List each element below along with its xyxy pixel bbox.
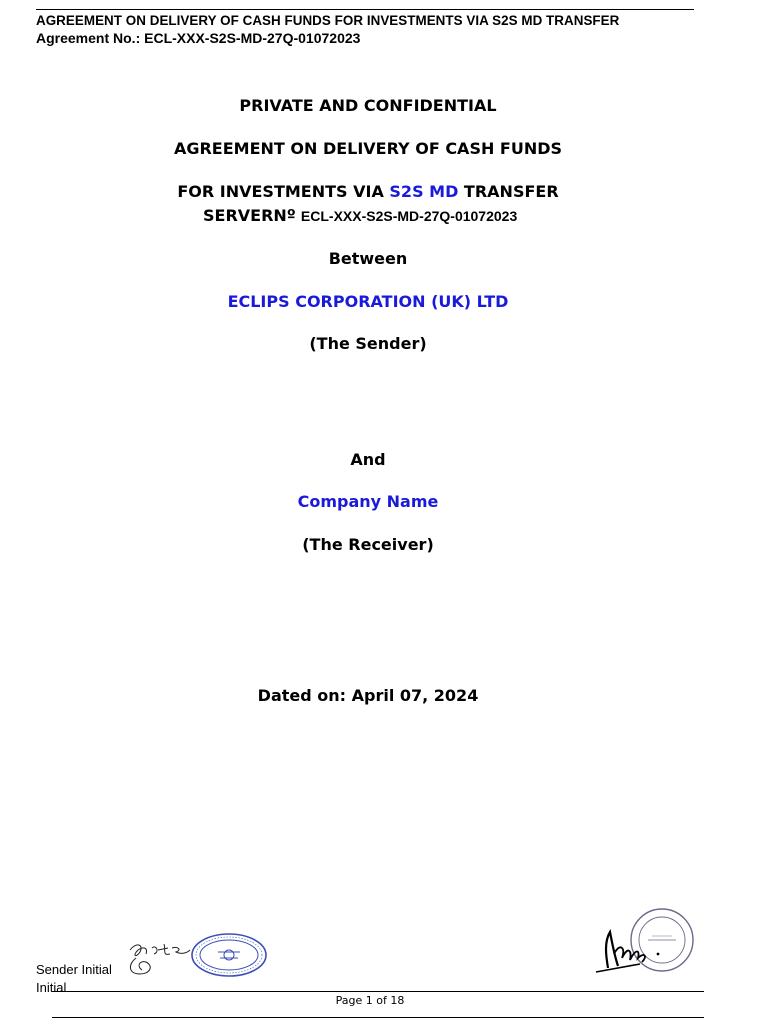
sender-company-name: ECLIPS CORPORATION (UK) LTD <box>227 292 509 311</box>
between-label: Between <box>328 249 408 268</box>
server-number-line <box>203 206 517 225</box>
agreement-heading: AGREEMENT ON DELIVERY OF CASH FUNDS <box>173 139 563 158</box>
receiver-signature <box>590 920 672 976</box>
header-agreement-number: Agreement No.: ECL-XXX-S2S-MD-27Q-01072023 <box>36 30 361 46</box>
sender-role: (The Sender) <box>309 334 427 353</box>
s2s-md-label: S2S MD <box>389 182 459 201</box>
server-label: SERVERNº <box>203 206 296 225</box>
page-number: Page 1 of 18 <box>335 994 405 1007</box>
for-investments-line <box>0 182 736 201</box>
initial-label: Initial <box>36 980 67 995</box>
and-label: And <box>350 450 386 469</box>
for-investments-prefix: FOR INVESTMENTS VIA <box>177 182 390 201</box>
transfer-suffix: TRANSFER <box>458 182 559 201</box>
footer-rule-bottom <box>52 1017 704 1018</box>
receiver-company-name: Company Name <box>297 492 439 511</box>
sender-company-stamp <box>190 932 268 978</box>
private-confidential-heading: PRIVATE AND CONFIDENTIAL <box>239 96 497 115</box>
header-top-rule <box>36 9 694 10</box>
header-title: AGREEMENT ON DELIVERY OF CASH FUNDS FOR INVESTMENTS VIA S2S MD TRANSFER <box>36 13 620 28</box>
receiver-role: (The Receiver) <box>302 535 434 554</box>
sender-initial-label: Sender Initial <box>36 962 112 977</box>
dated-line: Dated on: April 07, 2024 <box>257 686 479 705</box>
footer-rule-top <box>52 991 704 992</box>
server-number: ECL-XXX-S2S-MD-27Q-01072023 <box>300 208 518 224</box>
sender-signature <box>124 936 194 978</box>
